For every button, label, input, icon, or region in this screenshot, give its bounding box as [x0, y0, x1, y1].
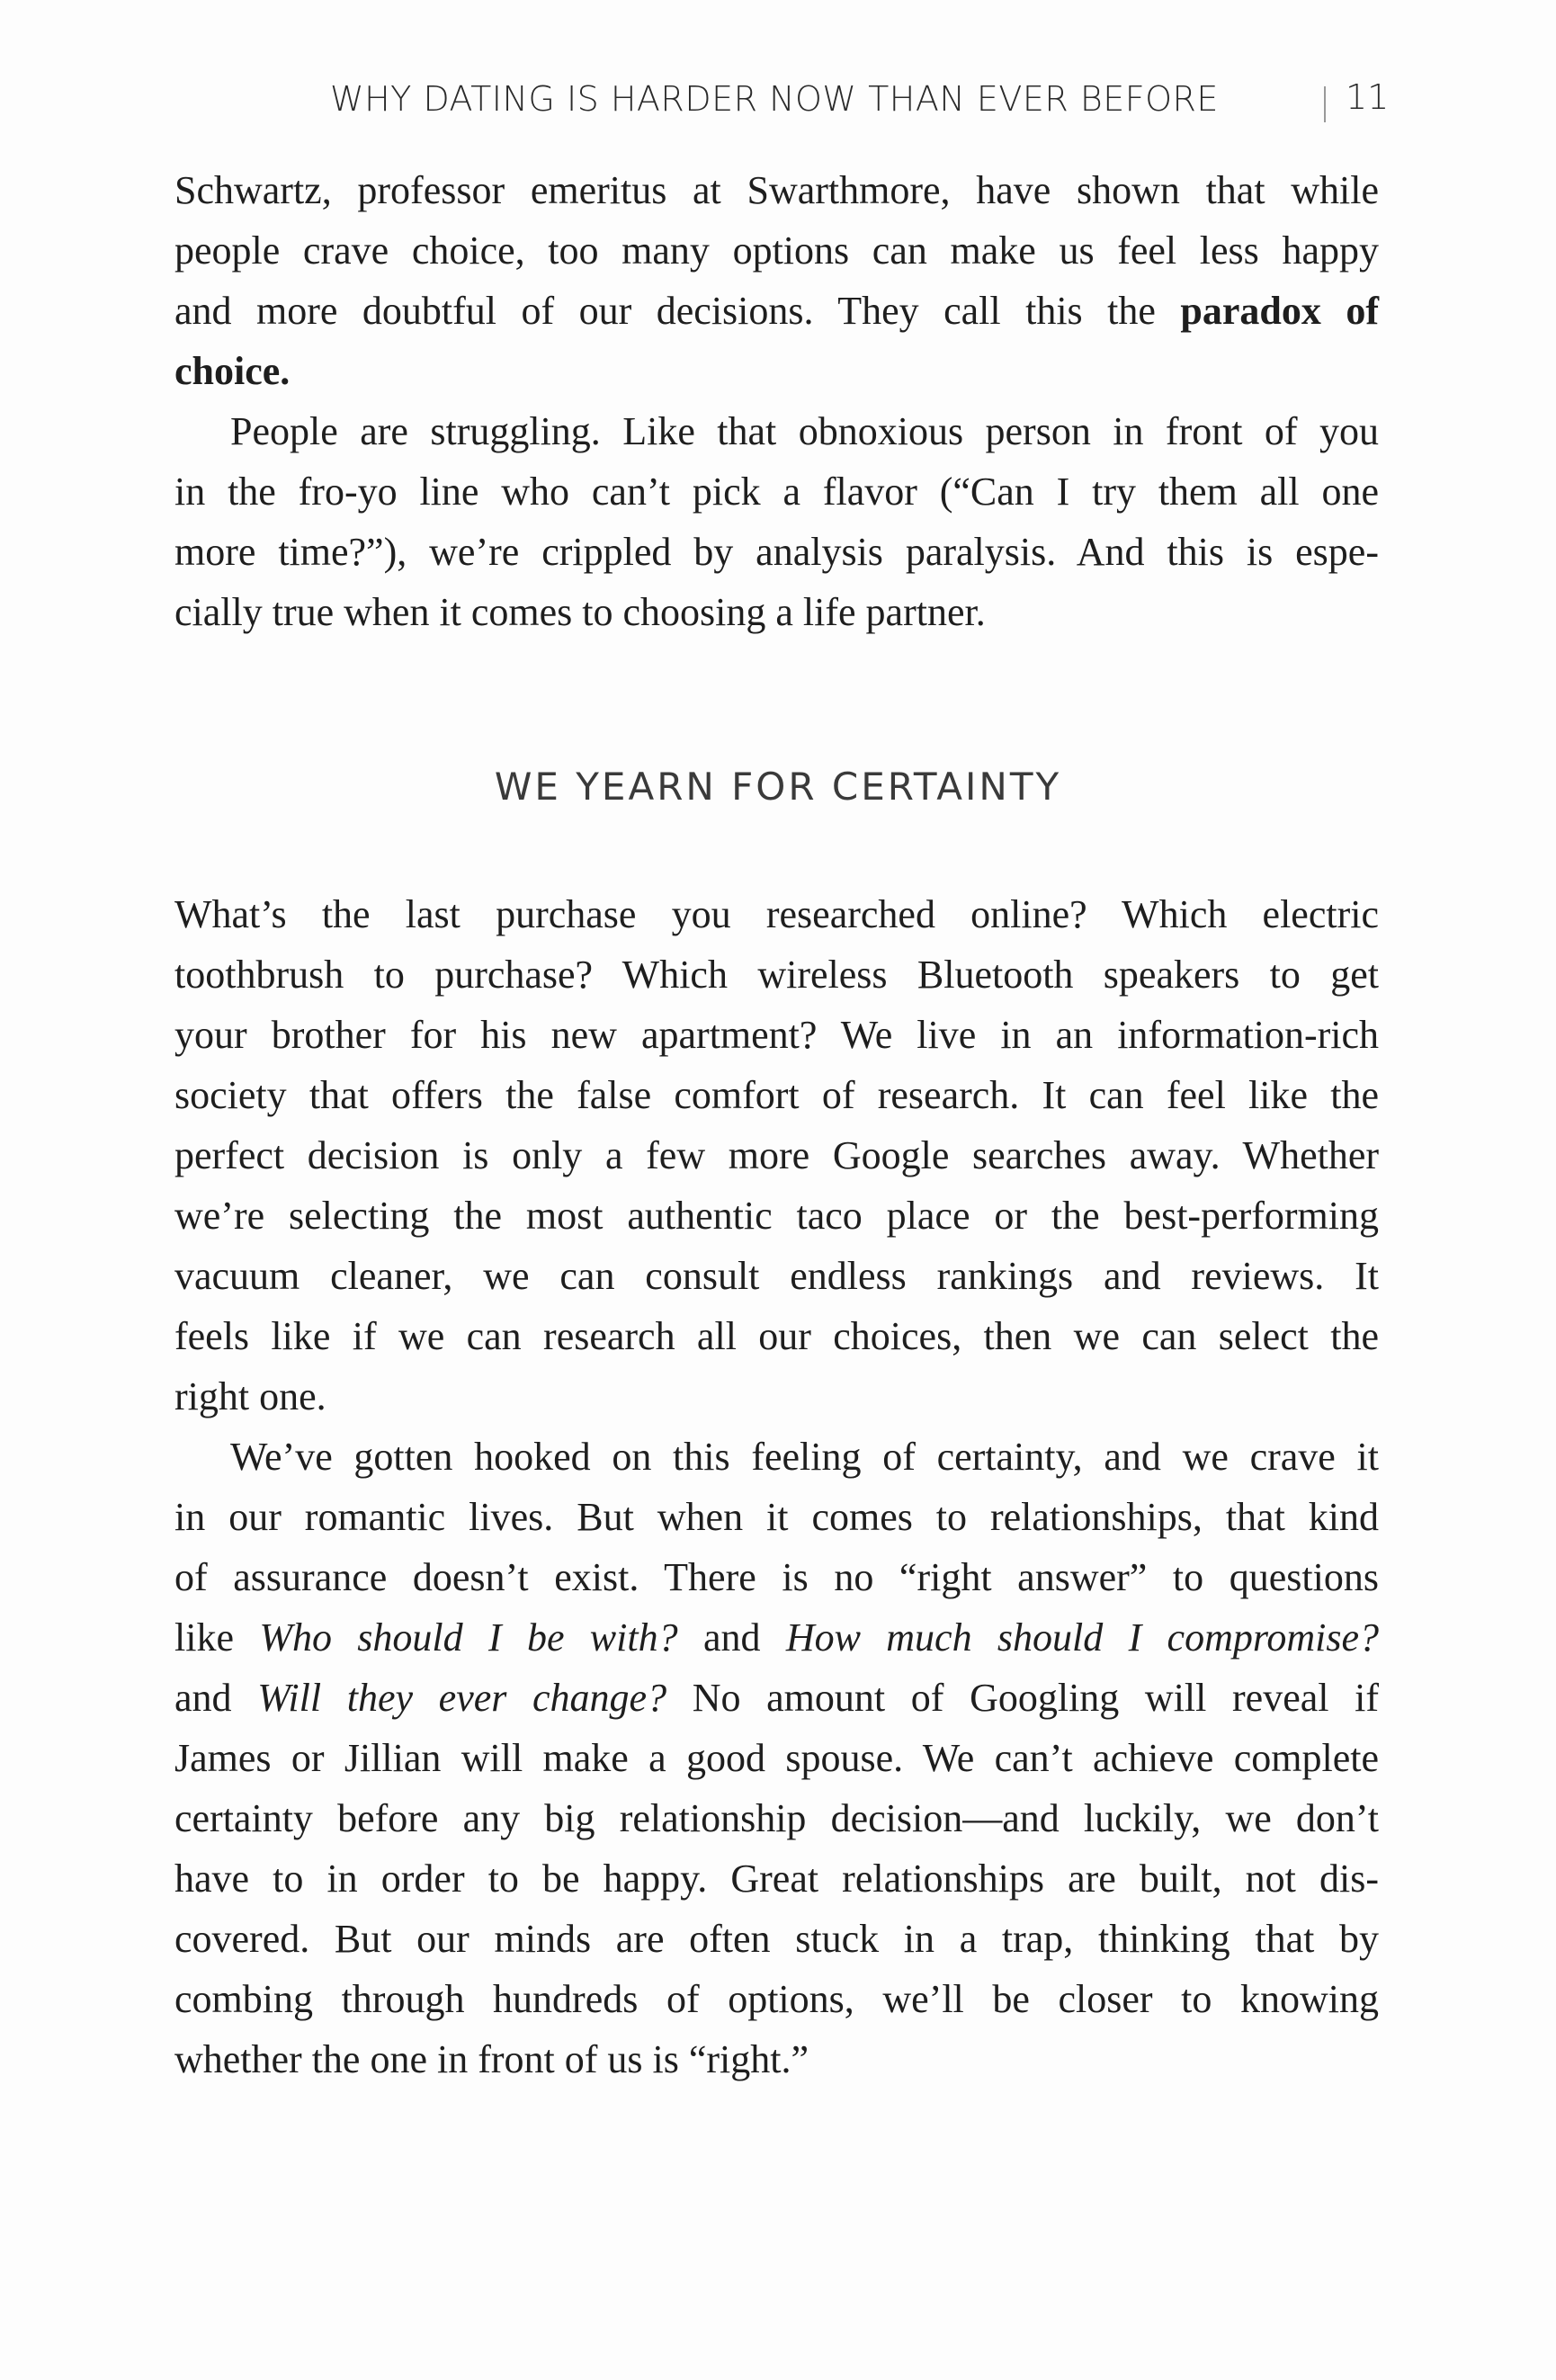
- text-segment: in the fro-yo line who can’t pick a flavor (“Can I try them all one: [174, 470, 1379, 514]
- paragraph: [174, 401, 1379, 642]
- text-line: [174, 1969, 1379, 2029]
- text-line: [174, 1366, 1379, 1427]
- text-segment: of assurance doesn’t exist. There is no “right answer” to questions: [174, 1555, 1379, 1599]
- text-segment: we’re selecting the most authentic taco place or the best-performing: [174, 1194, 1379, 1238]
- text-line: [174, 1005, 1379, 1065]
- text-block-section: [174, 884, 1379, 2089]
- text-line: [174, 1668, 1379, 1728]
- text-segment: and more doubtful of our decisions. They call this the: [174, 289, 1181, 333]
- text-segment: combing through hundreds of options, we’ll be closer to knowing: [174, 1977, 1379, 2021]
- text-line: [174, 1065, 1379, 1125]
- text-segment: certainty before any big relationship decision—and luckily, we don’t: [174, 1796, 1379, 1840]
- text-segment: and: [174, 1676, 258, 1720]
- text-line: [174, 944, 1379, 1005]
- text-segment: What’s the last purchase you researched online? Which electric: [174, 892, 1379, 936]
- text-line: [174, 1246, 1379, 1306]
- text-block-intro: [174, 160, 1379, 642]
- header-divider: [1324, 86, 1326, 122]
- text-line: [174, 401, 1379, 461]
- section-heading: WE YEARN FOR CERTAINTY: [494, 765, 1062, 809]
- text-segment: and: [677, 1615, 786, 1660]
- text-segment: like: [174, 1615, 260, 1660]
- text-line: [174, 341, 1379, 401]
- text-segment: perfect decision is only a few more Google searches away. Whether: [174, 1133, 1379, 1177]
- text-line: [174, 281, 1379, 341]
- running-header: WHY DATING IS HARDER NOW THAN EVER BEFORE: [330, 79, 1219, 119]
- text-segment: feels like if we can research all our choices, then we can select the: [174, 1314, 1379, 1358]
- text-segment: society that offers the false comfort of research. It can feel like the: [174, 1073, 1379, 1117]
- text-segment: people crave choice, too many options can make us feel less happy: [174, 228, 1379, 273]
- paragraph: [174, 884, 1379, 1427]
- italic-text: How much should I compromise?: [785, 1615, 1380, 1660]
- paragraph: [174, 1427, 1379, 2089]
- text-segment: James or Jillian will make a good spouse. We can’t achieve complete: [174, 1736, 1379, 1780]
- text-segment: right one.: [174, 1374, 326, 1418]
- text-segment: We’ve gotten hooked on this feeling of certainty, and we crave it: [230, 1435, 1379, 1479]
- text-line: [174, 2029, 1379, 2089]
- text-line: [174, 1788, 1379, 1848]
- bold-text: paradox of: [1180, 289, 1379, 333]
- text-line: [174, 160, 1379, 220]
- text-segment: toothbrush to purchase? Which wireless Bluetooth speakers to get: [174, 953, 1379, 997]
- text-segment: No amount of Googling will reveal if: [666, 1676, 1380, 1720]
- text-segment: People are struggling. Like that obnoxious person in front of you: [230, 409, 1379, 453]
- text-line: [174, 1728, 1379, 1788]
- bold-text: choice.: [174, 349, 291, 393]
- text-segment: covered. But our minds are often stuck in a trap, thinking that by: [174, 1917, 1379, 1961]
- text-line: [174, 1427, 1379, 1487]
- text-line: [174, 461, 1379, 522]
- text-line: [174, 582, 1379, 642]
- text-line: [174, 1848, 1379, 1909]
- text-line: [174, 1186, 1379, 1246]
- text-segment: whether the one in front of us is “right.”: [174, 2037, 809, 2081]
- page-number: 11: [1346, 77, 1390, 117]
- text-line: [174, 522, 1379, 582]
- text-line: [174, 1487, 1379, 1547]
- text-line: [174, 1909, 1379, 1969]
- text-line: [174, 1547, 1379, 1607]
- text-line: [174, 1607, 1379, 1668]
- text-segment: more time?”), we’re crippled by analysis paralysis. And this is espe-: [174, 530, 1379, 574]
- text-segment: have to in order to be happy. Great relationships are built, not dis-: [174, 1857, 1379, 1901]
- text-segment: in our romantic lives. But when it comes to relationships, that kind: [174, 1495, 1379, 1539]
- text-segment: Schwartz, professor emeritus at Swarthmore, have shown that while: [174, 168, 1379, 212]
- text-line: [174, 884, 1379, 944]
- text-segment: vacuum cleaner, we can consult endless rankings and reviews. It: [174, 1254, 1379, 1298]
- text-segment: cially true when it comes to choosing a life partner.: [174, 590, 986, 634]
- text-segment: your brother for his new apartment? We live in an information-rich: [174, 1013, 1379, 1057]
- italic-text: Will they ever change?: [257, 1676, 667, 1720]
- italic-text: Who should I be with?: [259, 1615, 678, 1660]
- text-line: [174, 1306, 1379, 1366]
- text-line: [174, 1125, 1379, 1186]
- paragraph: [174, 160, 1379, 401]
- text-line: [174, 220, 1379, 281]
